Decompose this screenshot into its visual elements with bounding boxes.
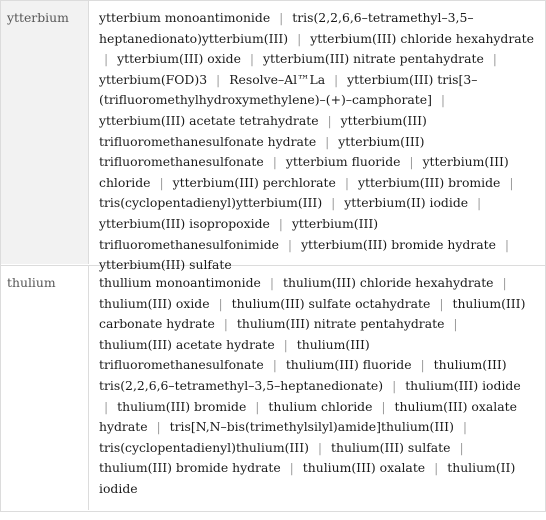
- compound-name: ytterbium fluoride: [285, 154, 401, 170]
- separator: |: [287, 236, 293, 252]
- compound-list: [89, 1, 545, 273]
- compound-name: thulium(III) fluoride: [285, 357, 412, 373]
- separator: |: [453, 316, 458, 332]
- separator: |: [392, 377, 397, 393]
- compound-name: thulium(III) bromide hydrate: [99, 460, 281, 476]
- compound-name: thulium(III) nitrate pentahydrate: [236, 316, 445, 332]
- compound-name: thulium(III) chloride hexahydrate: [282, 275, 494, 290]
- compound-name: ytterbium(III) tris[3–(trifluoromethylhydroxymethylene)–(+)–camphorate]: [99, 71, 478, 108]
- compound-name: thulium(III) sulfate: [331, 439, 451, 455]
- compound-name: thulium chloride: [268, 398, 373, 414]
- separator: |: [218, 295, 223, 311]
- separator: |: [504, 236, 510, 252]
- separator: |: [459, 439, 464, 455]
- separator: |: [492, 51, 497, 67]
- separator: |: [272, 357, 277, 373]
- separator: |: [344, 174, 350, 190]
- compound-name: thulium(III) trifluoromethanesulfonate: [99, 336, 370, 373]
- separator: |: [409, 154, 414, 170]
- separator: |: [104, 51, 109, 67]
- compound-name: ytterbium(FOD)3: [99, 71, 208, 87]
- element-name-cell: thulium: [1, 266, 89, 510]
- compound-name: Resolve–Al™La: [229, 71, 326, 87]
- compound-name: thulium(III) bromide: [117, 398, 247, 414]
- separator: |: [255, 398, 260, 414]
- compound-name: ytterbium(III) trifluoromethanesulfonimide: [99, 215, 379, 252]
- separator: |: [159, 174, 164, 190]
- compound-name: ytterbium(III) trifluoromethanesulfonate hydrate: [99, 112, 427, 149]
- separator: |: [278, 215, 283, 231]
- compound-list: [89, 266, 545, 511]
- compound-name: ytterbium(II) iodide: [344, 195, 469, 211]
- compound-name: ytterbium(III) trifluoromethanesulfonate: [99, 133, 425, 170]
- separator: |: [279, 10, 284, 25]
- compound-name: thulium(III) tris(2,2,6,6–tetramethyl–3,5–heptanedionate): [99, 357, 507, 393]
- compound-name: ytterbium(III) oxide: [117, 51, 241, 67]
- compound-name: thulium(III) iodide: [405, 377, 521, 393]
- compound-name: tris(cyclopentadienyl)thulium(III): [99, 439, 309, 455]
- separator: |: [439, 295, 444, 311]
- separator: |: [334, 71, 339, 87]
- compound-name: ytterbium(III) isopropoxide: [99, 215, 270, 231]
- compound-name: ytterbium(III) nitrate pentahydrate: [263, 51, 484, 67]
- separator: |: [462, 419, 468, 435]
- table-row: [1, 265, 545, 511]
- compound-name: thulium(III) oxide: [99, 295, 210, 311]
- compound-name: ytterbium(III) chloride: [99, 154, 509, 190]
- compound-name: ytterbium monoantimonide: [99, 10, 271, 25]
- separator: |: [104, 398, 109, 414]
- compound-name: thulium(III) acetate hydrate: [99, 336, 275, 352]
- compound-name: thulium(III) oxalate: [302, 460, 426, 476]
- separator: |: [434, 460, 439, 476]
- separator: |: [420, 357, 425, 373]
- separator: |: [327, 112, 332, 128]
- compound-name: thulium(III) oxalate hydrate: [99, 398, 517, 435]
- compound-name: ytterbium(III) bromide: [357, 174, 501, 190]
- separator: |: [440, 92, 446, 108]
- separator: |: [502, 275, 507, 290]
- separator: |: [289, 460, 294, 476]
- separator: |: [477, 195, 482, 211]
- compound-name: ytterbium(III) sulfate: [99, 257, 232, 273]
- compound-name: tris(2,2,6,6–tetramethyl–3,5–heptanedionato)ytterbium(III): [99, 10, 474, 46]
- compound-name: thulium(II) iodide: [99, 460, 516, 496]
- separator: |: [216, 71, 221, 87]
- compound-name: ytterbium(III) chloride hexahydrate: [310, 30, 534, 46]
- compound-name: ytterbium(III) acetate tetrahydrate: [99, 112, 319, 128]
- compound-name: thullium monoantimonide: [99, 275, 261, 290]
- separator: |: [297, 30, 302, 46]
- compound-name: tris(cyclopentadienyl)ytterbium(III): [99, 195, 323, 211]
- separator: |: [249, 51, 255, 67]
- separator: |: [381, 398, 386, 414]
- element-name-cell: ytterbium: [1, 1, 89, 264]
- separator: |: [325, 133, 330, 149]
- compound-name: ytterbium(III) bromide hydrate: [301, 236, 496, 252]
- separator: |: [156, 419, 161, 435]
- compound-name: thulium(III) sulfate octahydrate: [231, 295, 431, 311]
- separator: |: [331, 195, 336, 211]
- compound-name: ytterbium(III) perchlorate: [172, 174, 336, 190]
- separator: |: [272, 154, 277, 170]
- separator: |: [223, 316, 228, 332]
- separator: |: [509, 174, 514, 190]
- compound-name: thulium(III) carbonate hydrate: [99, 295, 526, 332]
- separator: |: [283, 336, 288, 352]
- separator: |: [269, 275, 275, 290]
- separator: |: [317, 439, 323, 455]
- compound-name: tris[N,N–bis(trimethylsilyl)amide]thulium(III): [169, 419, 454, 435]
- table-row: [1, 1, 545, 273]
